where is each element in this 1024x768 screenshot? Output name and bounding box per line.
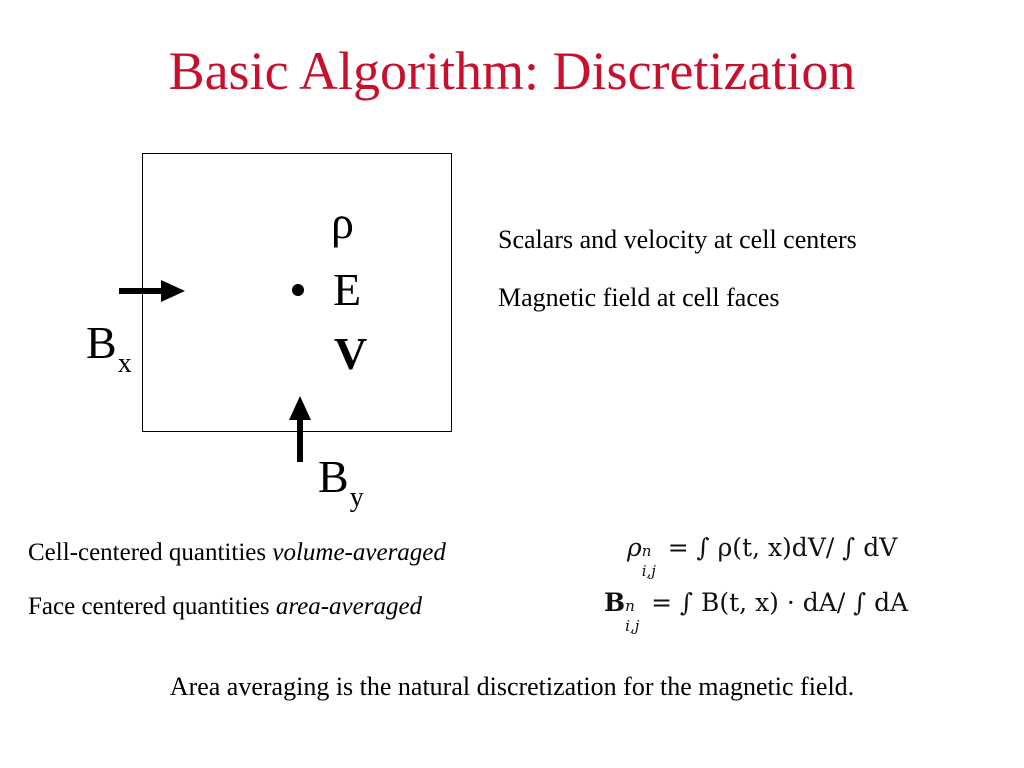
note-scalars: Scalars and velocity at cell centers xyxy=(498,225,857,254)
area-average-formula xyxy=(604,588,909,635)
slide-title: Basic Algorithm: Discretization xyxy=(168,41,856,101)
cell-centered-text: Cell-centered quantities xyxy=(28,539,273,566)
face-centered-text: Face centered quantities xyxy=(28,593,276,620)
energy-symbol: E xyxy=(333,264,362,315)
conclusion-text: Area averaging is the natural discretization for the magnetic field. xyxy=(169,672,855,701)
formula-2-symbol: B xyxy=(604,588,626,617)
by-label-base: B xyxy=(318,451,349,502)
face-centered-line xyxy=(28,594,422,619)
formula-1-superscript: n xyxy=(641,542,652,560)
area-averaged-text: area-averaged xyxy=(275,593,423,620)
velocity-symbol: V xyxy=(334,328,368,379)
bx-label xyxy=(86,317,132,379)
bx-label-subscript: x xyxy=(117,348,132,379)
formula-2-rhs: = ∫ B(t, x) · dA/ ∫ dA xyxy=(651,588,909,617)
by-label-subscript: y xyxy=(349,482,364,513)
note-magnetic: Magnetic field at cell faces xyxy=(498,283,780,312)
cell-centered-line xyxy=(28,540,446,565)
formula-1-symbol: ρ xyxy=(627,533,642,562)
formula-2-subscript: i,j xyxy=(625,617,640,635)
cell-center-dot xyxy=(292,284,304,296)
formula-1-subscript: i,j xyxy=(641,562,656,580)
bx-label-base: B xyxy=(86,317,117,368)
density-symbol: ρ xyxy=(331,197,354,248)
volume-averaged-text: volume-averaged xyxy=(272,539,446,566)
formula-1-rhs: = ∫ ρ(t, x)dV/ ∫ dV xyxy=(667,533,898,562)
bx-arrow-icon xyxy=(119,276,189,306)
volume-average-formula xyxy=(627,533,898,580)
by-arrow-icon xyxy=(287,394,313,464)
formula-2-superscript: n xyxy=(625,597,635,615)
by-label xyxy=(318,451,364,513)
